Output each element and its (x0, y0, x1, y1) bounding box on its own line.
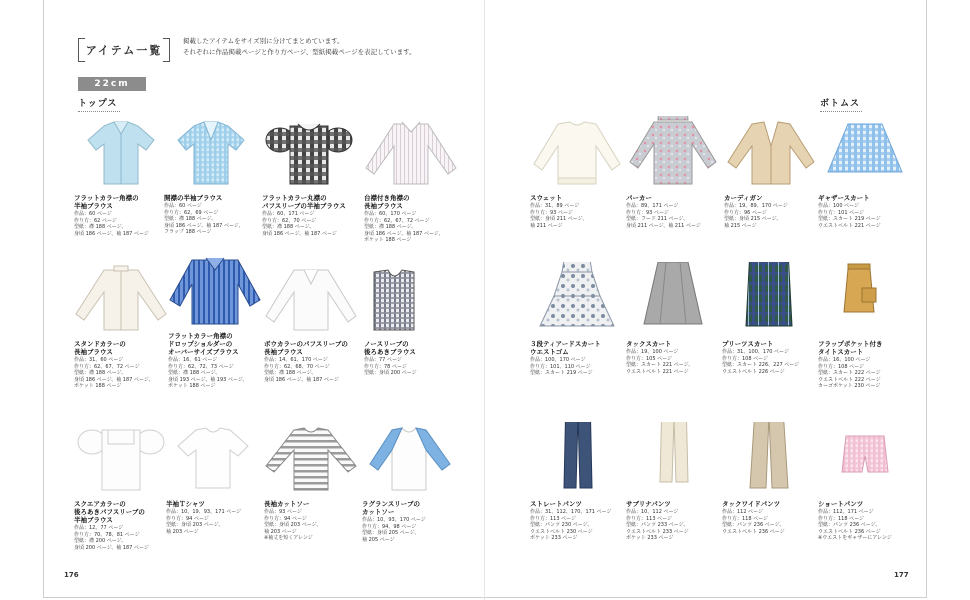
item-name: 開襟の半袖ブラウス (164, 194, 223, 202)
short-pants-image (818, 422, 912, 494)
item-card (74, 422, 168, 551)
item-card (364, 262, 458, 377)
sleeveless-back-open-blouse-image (364, 262, 458, 334)
item-name: ボウカラーのパフスリーブの 長袖ブラウス (264, 340, 348, 356)
item-info: 作品：31、112、170、171 ページ 作り方：113 ページ 型紙：パンツ 230 ページ、 ウエストベルト 230 ページ ポケット 233 ページ (530, 509, 612, 541)
sweatshirt-image (530, 116, 624, 188)
item-name: ギャザースカート (818, 194, 870, 202)
item-info: 作品：19、100 ページ 作り方：105 ページ 型紙：スカート 221 ページ、 ウエストベルト 221 ページ (626, 349, 694, 375)
item-info: 作品：93 ページ 作り方：94 ページ 型紙：身頃 203 ページ、 袖 203 ページ ※袖丈を短くアレンジ (264, 509, 322, 541)
item-card (626, 262, 720, 375)
flat-collar-shortsleeve-blouse-image (74, 116, 168, 188)
open-collar-shortsleeve-blouse-image (164, 116, 258, 188)
item-info: 作品：10、93、170 ページ 作り方：94、98 ページ 型紙：身頃 205 ページ、 袖 205 ページ (362, 517, 426, 543)
item-name: スウェット (530, 194, 563, 202)
item-info: 作品：89、171 ページ 作り方：93 ページ 型紙：フード 211 ページ、 身頃 211 ページ、袖 211 ページ (626, 203, 701, 229)
item-info: 作品：31、100、170 ページ 作り方：108 ページ 型紙：スカート 226、227 ページ ウエストベルト 226 ページ (722, 349, 800, 375)
item-card (74, 262, 168, 390)
item-name: 台襟付き角襟の 長袖ブラウス (364, 194, 410, 210)
page-title (78, 36, 170, 62)
intro-text: 掲載したアイテムをサイズ別に分けてまとめています。 それぞれに作品掲載ページと作り方ページ、型紙掲載ページを表記しています。 (183, 37, 416, 56)
stand-collar-longsleeve-blouse-image (74, 262, 168, 334)
raglan-sleeve-cutsew-image (362, 422, 456, 494)
bow-collar-puff-sleeve-blouse-image (264, 262, 358, 334)
item-card (626, 422, 720, 542)
item-info: 作品：10、19、93、171 ページ 作り方：94 ページ 型紙：身頃 203 ページ、 袖 203 ページ (166, 509, 242, 535)
item-card (264, 422, 358, 542)
item-name: カーディガン (724, 194, 763, 202)
item-card (264, 262, 358, 383)
square-collar-puff-sleeve-blouse-image (74, 422, 168, 494)
section-title-bottoms: ボトムス (820, 96, 862, 112)
item-info: 作品：100、170 ページ 作り方：101、110 ページ 型紙：スカート 219 ページ (530, 357, 593, 376)
item-name: ストレートパンツ (530, 500, 582, 508)
item-name: ショートパンツ (818, 500, 864, 508)
page-number-left: 176 (64, 571, 79, 579)
item-card (530, 262, 624, 377)
oversize-drop-shoulder-blouse-image (168, 254, 262, 326)
item-info: 作品：100 ページ 作り方：101 ページ 型紙：スカート 219 ページ ウエストベルト 221 ページ (818, 203, 881, 229)
item-name: 長袖カットソー (264, 500, 310, 508)
page-spine (484, 0, 485, 600)
item-card (364, 116, 458, 244)
item-info: 作品：60、171 ページ 作り方：62、70 ページ 型紙：襟 188 ページ、 身頃 186 ページ、袖 187 ページ (262, 211, 337, 237)
straight-pants-image (530, 422, 624, 494)
item-card (724, 116, 818, 229)
three-tiered-skirt-image (530, 262, 624, 334)
item-info: 作品：12、77 ページ 作り方：70、78、81 ページ 型紙：襟 200 ページ、 身頃 200 ページ、袖 187 ページ (74, 525, 149, 551)
item-card (818, 262, 912, 390)
item-info: 作品：60、170 ページ 作り方：62、67、72 ページ 型紙：襟 188 ページ、 身頃 186 ページ、袖 187 ページ、 ポケット 188 ページ (364, 211, 444, 243)
item-card (74, 116, 168, 237)
stand-band-collar-longsleeve-blouse-image (364, 116, 458, 188)
item-info: 作品：16、100 ページ 作り方：108 ページ 型紙：スカート 222 ページ ウエストベルト 222 ページ カーゴポケット 230 ページ (818, 357, 881, 389)
item-card (818, 116, 912, 229)
flap-pocket-tight-skirt-image (818, 262, 912, 334)
item-name: フラットカラー角襟の 半袖ブラウス (74, 194, 139, 210)
item-card (722, 262, 816, 375)
item-name: ３段ティアードスカート ウエストゴム (530, 340, 601, 356)
page-number-right: 177 (894, 571, 909, 579)
shortsleeve-tshirt-image (166, 422, 260, 494)
item-card (168, 254, 262, 390)
item-info: 作品：112 ページ 作り方：118 ページ 型紙：パンツ 236 ページ、 ウエストベルト 236 ページ (722, 509, 785, 535)
item-card (818, 422, 912, 542)
item-card (362, 422, 456, 543)
page-title-text: アイテム一覧 (85, 44, 163, 57)
item-card (262, 116, 356, 237)
item-name: 半袖Ｔシャツ (166, 500, 205, 508)
section-title-tops: トップス (78, 96, 120, 112)
pleated-skirt-image (722, 262, 816, 334)
item-info: 作品：19、89、170 ページ 作り方：96 ページ 型紙：身頃 215 ページ、 袖 215 ページ (724, 203, 788, 229)
item-card (722, 422, 816, 535)
sabrina-pants-image (626, 422, 720, 494)
item-name: プリーツスカート (722, 340, 774, 348)
item-name: フラップポケット付き タイトスカート (818, 340, 883, 356)
item-name: フラットカラー丸襟の パフスリーブの半袖ブラウス (262, 194, 346, 210)
longsleeve-striped-cutsew-image (264, 422, 358, 494)
item-name: スタンドカラーの 長袖ブラウス (74, 340, 126, 356)
tuck-skirt-image (626, 262, 720, 334)
tuck-wide-pants-image (722, 422, 816, 494)
item-info: 作品：112、171 ページ 作り方：118 ページ 型紙：パンツ 236 ページ、 ウエストベルト 236 ページ ※ウエストをギャザーにアレンジ (818, 509, 892, 541)
item-card (166, 422, 260, 535)
item-info: 作品：31、89 ページ 作り方：93 ページ 型紙：身頃 211 ページ、 袖 211 ページ (530, 203, 588, 229)
item-name: ラグランスリーブの カットソー (362, 500, 420, 516)
item-info: 作品：14、61、170 ページ 作り方：62、68、70 ページ 型紙：襟 188 ページ、 身頃 186 ページ、袖 187 ページ (264, 357, 339, 383)
item-name: ノースリーブの 後ろあきブラウス (364, 340, 416, 356)
item-name: パーカー (626, 194, 652, 202)
item-info: 作品：16、61 ページ 作り方：62、72、73 ページ 型紙：襟 188 ページ、 身頃 193 ページ、袖 193 ページ、 ポケット 188 ページ (168, 357, 248, 389)
item-card (626, 116, 720, 229)
item-info: 作品：77 ページ 作り方：78 ページ 型紙：身頃 200 ページ (364, 357, 417, 376)
item-card (164, 116, 258, 236)
item-name: スクエアカラーの 後ろあきパフスリーブの 半袖ブラウス (74, 500, 145, 524)
item-name: フラットカラー角襟の ドロップショルダーの オーバーサイズブラウス (168, 332, 239, 356)
item-card (530, 422, 624, 542)
cardigan-image (724, 116, 818, 188)
puff-sleeve-round-collar-blouse-image (262, 116, 356, 188)
item-name: サブリナパンツ (626, 500, 671, 508)
item-info: 作品：60 ページ 作り方：62 ページ 型紙：襟 188 ページ、 身頃 186 ページ、袖 187 ページ (74, 211, 149, 237)
item-name: タックワイドパンツ (722, 500, 781, 508)
gathered-skirt-image (818, 116, 912, 188)
hoodie-image (626, 116, 720, 188)
item-info: 作品：10、112 ページ 作り方：113 ページ 型紙：パンツ 233 ページ、 ウエストベルト 233 ページ ポケット 233 ページ (626, 509, 689, 541)
item-card (530, 116, 624, 229)
item-info: 作品：60 ページ 作り方：62、69 ページ 型紙：襟 188 ページ、 身頃 186 ページ、袖 187 ページ、 フラップ 188 ページ (164, 203, 244, 235)
item-info: 作品：31、60 ページ 作り方：62、67、72 ページ 型紙：襟 188 ページ、 身頃 186 ページ、袖 187 ページ、 ポケット 188 ページ (74, 357, 154, 389)
item-name: タックスカート (626, 340, 672, 348)
size-badge: 22cm (78, 77, 146, 91)
